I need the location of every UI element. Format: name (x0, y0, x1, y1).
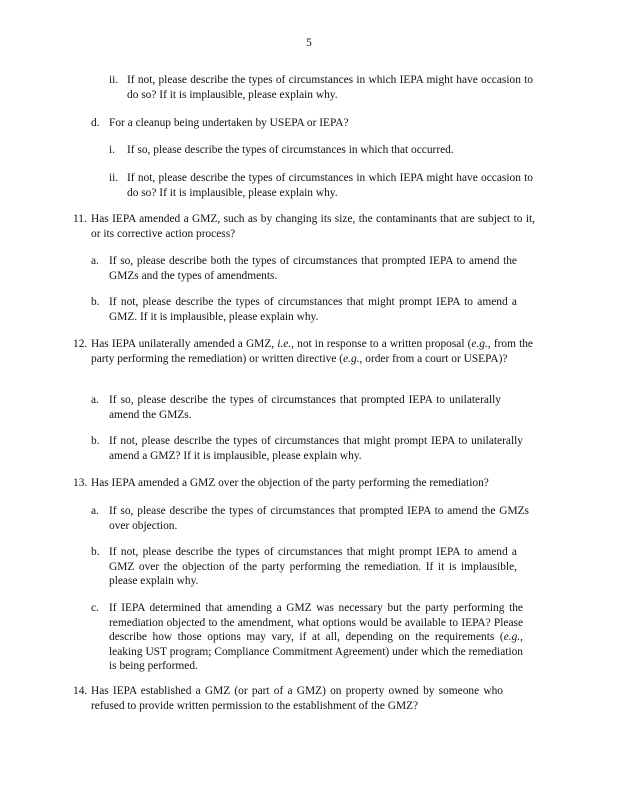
item-marker: 14. (73, 685, 88, 697)
question-11 (73, 212, 535, 241)
question-14 (73, 684, 503, 713)
item-marker: a. (91, 255, 99, 267)
item-text: If IEPA determined that amending a GMZ was necessary but the party performing the remediation objected to the amendment, what options would be available to IEPA? Please describe how those options may vary, if at all, depending on the requirements (e.g., leaking UST program; Compliance Commitment Agreement) under which the remediation is being performed. (109, 602, 523, 672)
question-10d (91, 116, 533, 131)
item-text: If so, please describe the types of circumstances that prompted IEPA to unilaterally amend the GMZs. (109, 394, 501, 421)
question-12a (91, 393, 501, 422)
item-marker: ii. (109, 74, 119, 86)
item-text: If so, please describe both the types of circumstances that prompted IEPA to amend the GMZs and the types of amendments. (109, 255, 517, 282)
question-11b (91, 295, 517, 324)
item-text: If so, please describe the types of circumstances that prompted IEPA to amend the GMZs over objection. (109, 505, 529, 532)
item-text: If not, please describe the types of circumstances that might prompt IEPA to amend a GMZ over the objection of the party performing the remediation. If it is implausible, please explain why. (109, 546, 517, 587)
item-marker: b. (91, 546, 100, 558)
question-10c-ii (109, 73, 533, 102)
item-text: If so, please describe the types of circumstances in which that occurred. (127, 144, 454, 156)
item-marker: a. (91, 394, 99, 406)
item-marker: 12. (73, 338, 88, 350)
question-13a (91, 504, 529, 533)
item-marker: c. (91, 602, 99, 614)
item-text: Has IEPA unilaterally amended a GMZ, i.e., not in response to a written proposal (e.g., from the party performing the remediation) or written directive (e.g., order from a court or USEPA)? (91, 338, 533, 365)
item-text: If not, please describe the types of circumstances in which IEPA might have occasion to do so? If it is implausible, please explain why. (127, 74, 533, 101)
item-text: If not, please describe the types of circumstances that might prompt IEPA to unilaterally amend a GMZ? If it is implausible, please explain why. (109, 435, 523, 462)
question-13b (91, 545, 517, 589)
question-13 (73, 476, 533, 491)
question-10d-i (109, 143, 533, 158)
question-12b (91, 434, 523, 463)
question-13c (91, 601, 523, 674)
question-11a (91, 254, 517, 283)
question-12 (73, 337, 533, 366)
item-marker: b. (91, 296, 100, 308)
item-marker: a. (91, 505, 99, 517)
item-text: Has IEPA amended a GMZ, such as by changing its size, the contaminants that are subject to it, or its corrective action process? (91, 213, 535, 240)
item-marker: b. (91, 435, 100, 447)
item-marker: 11. (73, 213, 87, 225)
page-number: 5 (306, 37, 312, 49)
item-text: If not, please describe the types of circumstances that might prompt IEPA to amend a GMZ. If it is implausible, please explain why. (109, 296, 517, 323)
item-text: Has IEPA amended a GMZ over the objection of the party performing the remediation? (91, 477, 489, 489)
item-text: For a cleanup being undertaken by USEPA or IEPA? (109, 117, 349, 129)
item-marker: ii. (109, 172, 119, 184)
item-marker: i. (109, 144, 116, 156)
item-marker: d. (91, 117, 100, 129)
item-text: If not, please describe the types of circumstances in which IEPA might have occasion to do so? If it is implausible, please explain why. (127, 172, 533, 199)
item-marker: 13. (73, 477, 88, 489)
item-text: Has IEPA established a GMZ (or part of a GMZ) on property owned by someone who refused to provide written permission to the establishment of the GMZ? (91, 685, 503, 712)
question-10d-ii (109, 171, 533, 200)
